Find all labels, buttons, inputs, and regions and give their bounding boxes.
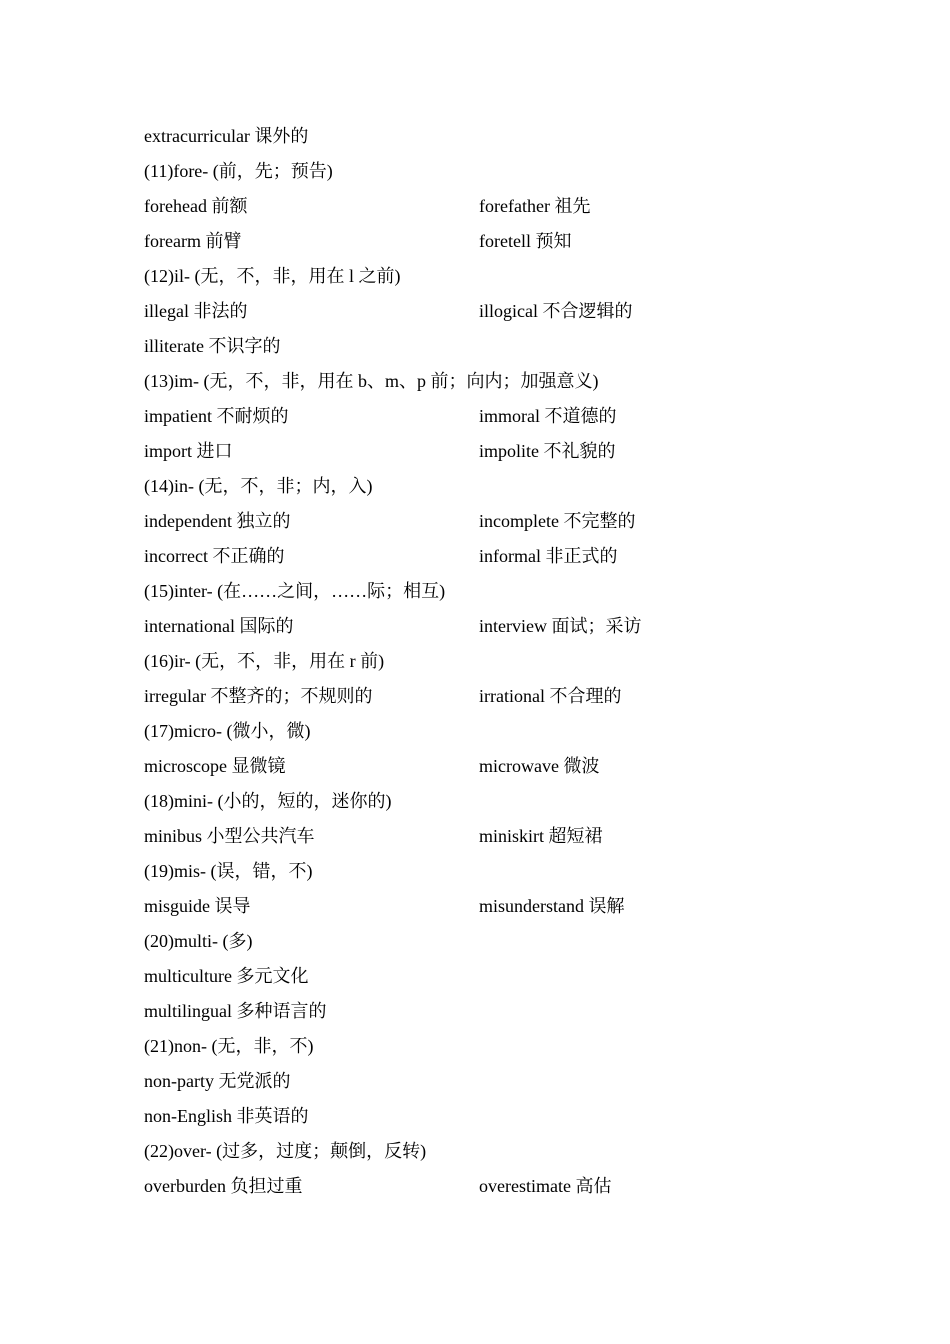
vocab-row: [144, 224, 844, 259]
vocab-entry: overburden 负担过重: [144, 1176, 303, 1196]
vocab-entry: non-English 非英语的: [144, 1106, 309, 1126]
prefix-heading: (11)fore- (前，先；预告): [144, 161, 333, 181]
vocab-entry: incomplete 不完整的: [479, 511, 636, 531]
vocab-row: [144, 539, 844, 574]
prefix-heading: (17)micro- (微小，微): [144, 721, 311, 741]
prefix-heading: (19)mis- (误，错，不): [144, 861, 313, 881]
vocab-entry: illegal 非法的: [144, 301, 248, 321]
vocab-entry: foretell 预知: [479, 231, 572, 251]
vocab-entry: irregular 不整齐的；不规则的: [144, 686, 373, 706]
vocab-entry: immoral 不道德的: [479, 406, 617, 426]
vocab-entry: illiterate 不识字的: [144, 336, 281, 356]
vocab-row: [144, 679, 844, 714]
vocab-entry: independent 独立的: [144, 511, 291, 531]
vocab-entry: non-party 无党派的: [144, 1071, 291, 1091]
vocab-row: [144, 889, 844, 924]
vocab-row: [144, 609, 844, 644]
vocab-row: [144, 399, 844, 434]
vocab-row: [144, 294, 844, 329]
prefix-heading: (15)inter- (在……之间，……际；相互): [144, 581, 446, 601]
document-body: [144, 119, 844, 1204]
vocab-entry: interview 面试；采访: [479, 616, 642, 636]
vocab-entry: extracurricular 课外的: [144, 126, 309, 146]
vocab-entry: minibus 小型公共汽车: [144, 826, 315, 846]
prefix-heading: (14)in- (无，不，非；内，入): [144, 476, 373, 496]
vocab-entry: misguide 误导: [144, 896, 251, 916]
prefix-heading: (16)ir- (无，不，非，用在 r 前): [144, 651, 385, 671]
prefix-heading: (21)non- (无，非，不): [144, 1036, 314, 1056]
vocab-row: [144, 189, 844, 224]
vocab-entry: irrational 不合理的: [479, 686, 622, 706]
vocab-row: [144, 749, 844, 784]
vocab-entry: impolite 不礼貌的: [479, 441, 616, 461]
vocab-entry: illogical 不合逻辑的: [479, 301, 633, 321]
vocab-entry: misunderstand 误解: [479, 896, 625, 916]
vocab-entry: impatient 不耐烦的: [144, 406, 289, 426]
vocab-entry: import 进口: [144, 441, 233, 461]
prefix-heading: (18)mini- (小的，短的，迷你的): [144, 791, 392, 811]
prefix-heading: (13)im- (无，不，非，用在 b、m、p 前；向内；加强意义): [144, 371, 599, 391]
vocab-entry: overestimate 高估: [479, 1176, 612, 1196]
vocab-row: [144, 1169, 844, 1204]
vocab-row: [144, 504, 844, 539]
vocab-entry: forefather 祖先: [479, 196, 591, 216]
prefix-heading: (20)multi- (多): [144, 931, 253, 951]
vocab-entry: multiculture 多元文化: [144, 966, 309, 986]
prefix-heading: (12)il- (无，不，非，用在 l 之前): [144, 266, 401, 286]
vocab-entry: microwave 微波: [479, 756, 600, 776]
vocab-entry: international 国际的: [144, 616, 294, 636]
vocab-entry: incorrect 不正确的: [144, 546, 285, 566]
vocab-row: [144, 819, 844, 854]
prefix-heading: (22)over- (过多，过度；颠倒，反转): [144, 1141, 427, 1161]
vocab-entry: multilingual 多种语言的: [144, 1001, 327, 1021]
vocab-entry: miniskirt 超短裙: [479, 826, 603, 846]
vocab-row: [144, 434, 844, 469]
vocab-entry: forehead 前额: [144, 196, 248, 216]
vocab-entry: informal 非正式的: [479, 546, 618, 566]
vocab-entry: forearm 前臂: [144, 231, 242, 251]
vocab-entry: microscope 显微镜: [144, 756, 286, 776]
